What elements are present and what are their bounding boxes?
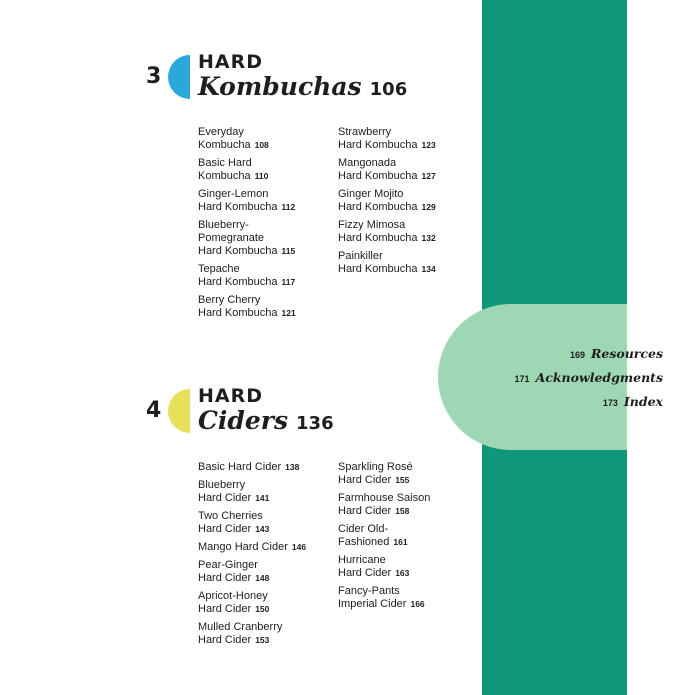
entry-line: Hard Kombucha [338, 139, 418, 151]
toc-entry[interactable] [338, 219, 478, 245]
entry-label: Index [623, 394, 663, 409]
entry-line: Cider Old- [338, 523, 389, 535]
toc-entry[interactable] [198, 126, 338, 152]
toc-entry[interactable] [338, 157, 478, 183]
chapter-3-column-1 [198, 126, 338, 325]
entry-line: Pear-Ginger [198, 559, 258, 571]
toc-entry[interactable] [198, 157, 338, 183]
entry-line: Fizzy Mimosa [338, 219, 406, 231]
entry-line: Hurricane [338, 554, 386, 566]
entry-line: Tepache [198, 263, 240, 275]
page-number: 155 [395, 475, 410, 485]
entry-line: Berry Cherry [198, 294, 261, 306]
page-number: 173 [602, 398, 618, 408]
entry-line: Apricot-Honey [198, 590, 268, 602]
page-number: 115 [281, 246, 296, 256]
toc-entry[interactable] [198, 479, 338, 505]
entry-line: Painkiller [338, 250, 383, 262]
page-number: 146 [291, 542, 307, 552]
entry-line: Mangonada [338, 157, 397, 169]
toc-entry[interactable] [198, 188, 338, 214]
entry-line: Pomegranate [198, 232, 265, 244]
chapter-title: Ciders [198, 406, 289, 435]
page-number: 127 [421, 171, 436, 181]
page-number: 150 [255, 604, 270, 614]
page-number: 134 [421, 264, 436, 274]
entry-line: Hard Kombucha [198, 307, 278, 319]
entry-line: Everyday [198, 126, 244, 138]
chapter-number: 4 [146, 398, 162, 423]
chapter-3-column-2 [338, 126, 478, 281]
entry-label: Resources [591, 346, 663, 361]
chapter-page: 136 [296, 413, 334, 434]
page-number: 148 [255, 573, 270, 583]
chapter-title-row [198, 406, 334, 435]
entry-label: Acknowledgments [535, 370, 663, 385]
entry-line: Mango Hard Cider [198, 541, 288, 553]
page-number: 163 [395, 568, 410, 578]
entry-line: Basic Hard Cider [198, 461, 282, 473]
page-number: 153 [255, 635, 270, 645]
toc-entry[interactable] [338, 461, 478, 487]
entry-line: Hard Kombucha [198, 276, 278, 288]
entry-line: Kombucha [198, 139, 251, 151]
page-number: 143 [255, 524, 270, 534]
page-number: 112 [281, 202, 296, 212]
toc-entry[interactable] [338, 126, 478, 152]
toc-entry[interactable] [198, 219, 338, 258]
entry-line: Hard Kombucha [198, 245, 278, 257]
half-circle-icon [168, 55, 190, 99]
page-number: 108 [254, 140, 269, 150]
page-number: 121 [281, 308, 296, 318]
page-number: 158 [395, 506, 410, 516]
chapter-number: 3 [146, 64, 162, 89]
chapter-kicker: HARD [198, 385, 264, 407]
entry-line: Ginger-Lemon [198, 188, 269, 200]
toc-entry-resources[interactable] [570, 346, 663, 361]
entry-line: Farmhouse Saison [338, 492, 431, 504]
entry-line: Hard Cider [338, 505, 392, 517]
toc-entry-acknowledgments[interactable] [515, 370, 663, 385]
toc-entry[interactable] [338, 585, 478, 611]
half-circle-icon [168, 389, 190, 433]
entry-line: Hard Kombucha [338, 263, 418, 275]
chapter-4-column-1 [198, 461, 338, 652]
toc-entry[interactable] [338, 188, 478, 214]
entry-line: Fancy-Pants [338, 585, 400, 597]
toc-entry[interactable] [198, 621, 338, 647]
chapter-4-column-2 [338, 461, 478, 616]
chapter-page: 106 [369, 79, 408, 100]
toc-entry[interactable] [198, 263, 338, 289]
toc-entry[interactable] [198, 590, 338, 616]
page-number: 141 [255, 493, 270, 503]
entry-line: Hard Cider [198, 523, 252, 535]
toc-entry[interactable] [338, 492, 478, 518]
page-number: 132 [421, 233, 436, 243]
entry-line: Kombucha [198, 170, 251, 182]
entry-line: Hard Cider [338, 567, 392, 579]
page-number: 123 [421, 140, 436, 150]
entry-line: Hard Kombucha [338, 170, 418, 182]
entry-line: Two Cherries [198, 510, 263, 522]
page-number: 138 [285, 462, 300, 472]
entry-line: Hard Kombucha [338, 232, 418, 244]
entry-line: Blueberry- [198, 219, 249, 231]
entry-line: Hard Kombucha [198, 201, 278, 213]
entry-line: Basic Hard [198, 157, 252, 169]
entry-line: Ginger Mojito [338, 188, 404, 200]
entry-line: Mulled Cranberry [198, 621, 283, 633]
half-circle-shape [168, 55, 190, 99]
entry-line: Hard Kombucha [338, 201, 418, 213]
entry-line: Hard Cider [198, 492, 252, 504]
toc-entry[interactable] [338, 250, 478, 276]
page-number: 117 [281, 277, 296, 287]
toc-entry-index[interactable] [603, 394, 663, 409]
entry-line: Sparkling Rosé [338, 461, 413, 473]
page-number: 110 [254, 171, 269, 181]
toc-entry[interactable] [198, 510, 338, 536]
entry-line: Fashioned [338, 536, 390, 548]
entry-line: Imperial Cider [338, 598, 407, 610]
chapter-kicker: HARD [198, 51, 264, 73]
page-number: 161 [393, 537, 408, 547]
toc-entry[interactable] [338, 554, 478, 580]
entry-line: Blueberry [198, 479, 246, 491]
chapter-title-row [198, 72, 407, 101]
entry-line: Hard Cider [198, 572, 252, 584]
toc-entry[interactable] [198, 461, 338, 474]
toc-entry[interactable] [198, 541, 338, 554]
chapter-title: Kombuchas [198, 72, 362, 101]
toc-entry[interactable] [198, 559, 338, 585]
page-number: 171 [514, 374, 530, 384]
toc-entry[interactable] [198, 294, 338, 320]
entry-line: Hard Cider [338, 474, 392, 486]
entry-line: Hard Cider [198, 603, 252, 615]
page-number: 129 [421, 202, 436, 212]
entry-line: Hard Cider [198, 634, 252, 646]
half-circle-shape [168, 389, 190, 433]
toc-entry[interactable] [338, 523, 478, 549]
page-number: 166 [410, 599, 425, 609]
page-number: 169 [569, 350, 585, 360]
entry-line: Strawberry [338, 126, 392, 138]
